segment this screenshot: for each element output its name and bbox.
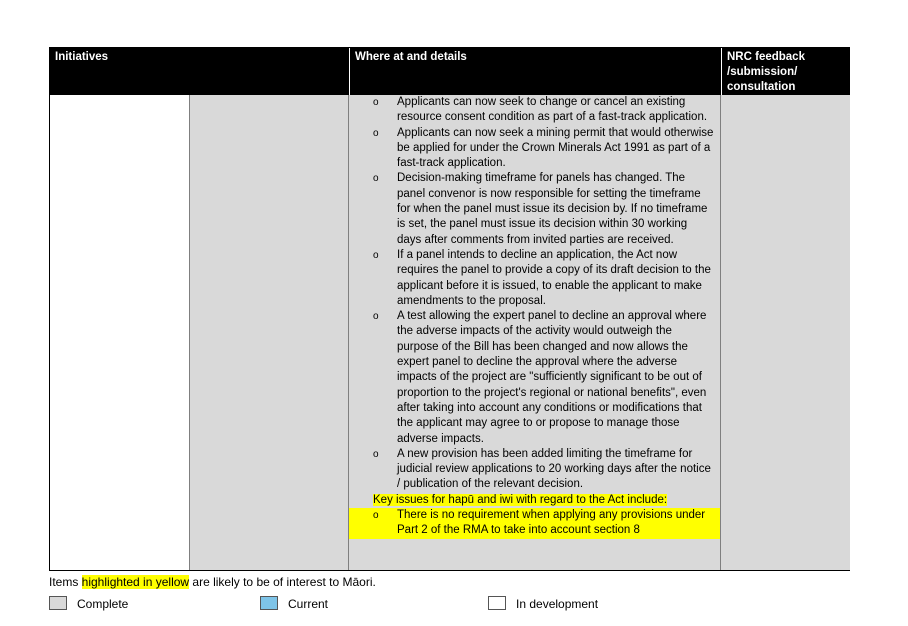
note-text-before: Items bbox=[49, 575, 82, 589]
list-item bbox=[349, 248, 720, 309]
initiatives-table bbox=[49, 47, 850, 571]
list-item bbox=[349, 171, 720, 247]
legend-swatch-current bbox=[260, 596, 278, 610]
bullet-circle-icon: o bbox=[373, 249, 379, 261]
list-item bbox=[349, 126, 720, 172]
list-item-text: Applicants can now seek a mining permit that would otherwise be applied for under the Crown Minerals Act 1991 as part of a fast-track application. bbox=[397, 126, 714, 170]
feedback-cell bbox=[721, 95, 850, 570]
key-issues-heading-text: Key issues for hapū and iwi with regard to the Act include: bbox=[373, 493, 668, 506]
key-issues-heading bbox=[349, 493, 720, 508]
bullet-circle-icon: o bbox=[373, 97, 379, 108]
bullet-circle-icon: o bbox=[373, 448, 379, 460]
legend-label-current: Current bbox=[288, 597, 329, 611]
initiative-subcell bbox=[190, 95, 349, 570]
details-cell bbox=[349, 95, 721, 570]
list-item-text: A test allowing the expert panel to decline an approval where the adverse impacts of the activity would outweigh the purpose of the Bill has been changed and now allows the expert panel to decline the approval where the adverse impacts of the project are "sufficiently significant to be out of proportion to the project's regional or national benefits", even after taking into account any conditions or modifications that the applicant may agree to or propose to manage those adverse impacts. bbox=[397, 310, 707, 445]
key-issue-item bbox=[349, 508, 720, 539]
list-item-text: Applicants can now seek to change or cancel an existing resource consent condition as part of a fast-track application. bbox=[397, 96, 708, 124]
initiative-cell bbox=[50, 95, 190, 570]
header-nrc-feedback: NRC feedback /submission/ consultation bbox=[721, 48, 850, 95]
list-item bbox=[349, 447, 720, 493]
header-where-at: Where at and details bbox=[349, 48, 721, 95]
bullet-circle-icon: o bbox=[373, 510, 379, 522]
list-item-text: If a panel intends to decline an application, the Act now requires the panel to provide a copy of its draft decision to the applicant before it is issued, to enable the applicant to make amendments to the proposal. bbox=[397, 248, 711, 307]
bullet-circle-icon: o bbox=[373, 311, 379, 323]
list-item-text: Decision-making timeframe for panels has changed. The panel convenor is now responsible for setting the timeframe for when the panel must issue its decision by. If no timeframe is set, the panel must issue its decision within 30 working days after comments from invited parties are received. bbox=[397, 172, 708, 246]
legend-swatch-complete bbox=[49, 596, 67, 610]
header-initiatives: Initiatives bbox=[50, 48, 349, 95]
highlight-note bbox=[49, 575, 376, 589]
legend-label-in-development: In development bbox=[516, 597, 599, 611]
list-item-text: A new provision has been added limiting the timeframe for judicial review applications to 20 working days after the notice / publication of the relevant decision. bbox=[397, 447, 711, 491]
details-list bbox=[349, 95, 720, 539]
list-item bbox=[349, 309, 720, 447]
list-item bbox=[349, 95, 720, 126]
legend-label-complete: Complete bbox=[77, 597, 129, 611]
note-highlight: highlighted in yellow bbox=[81, 575, 190, 589]
bullet-circle-icon: o bbox=[373, 173, 379, 185]
note-text-after: are likely to be of interest to Māori. bbox=[189, 575, 376, 589]
bullet-circle-icon: o bbox=[373, 127, 379, 139]
legend-swatch-in-development bbox=[488, 596, 506, 610]
key-issue-text: There is no requirement when applying any provisions under Part 2 of the RMA to take into account section 8 bbox=[397, 509, 706, 537]
